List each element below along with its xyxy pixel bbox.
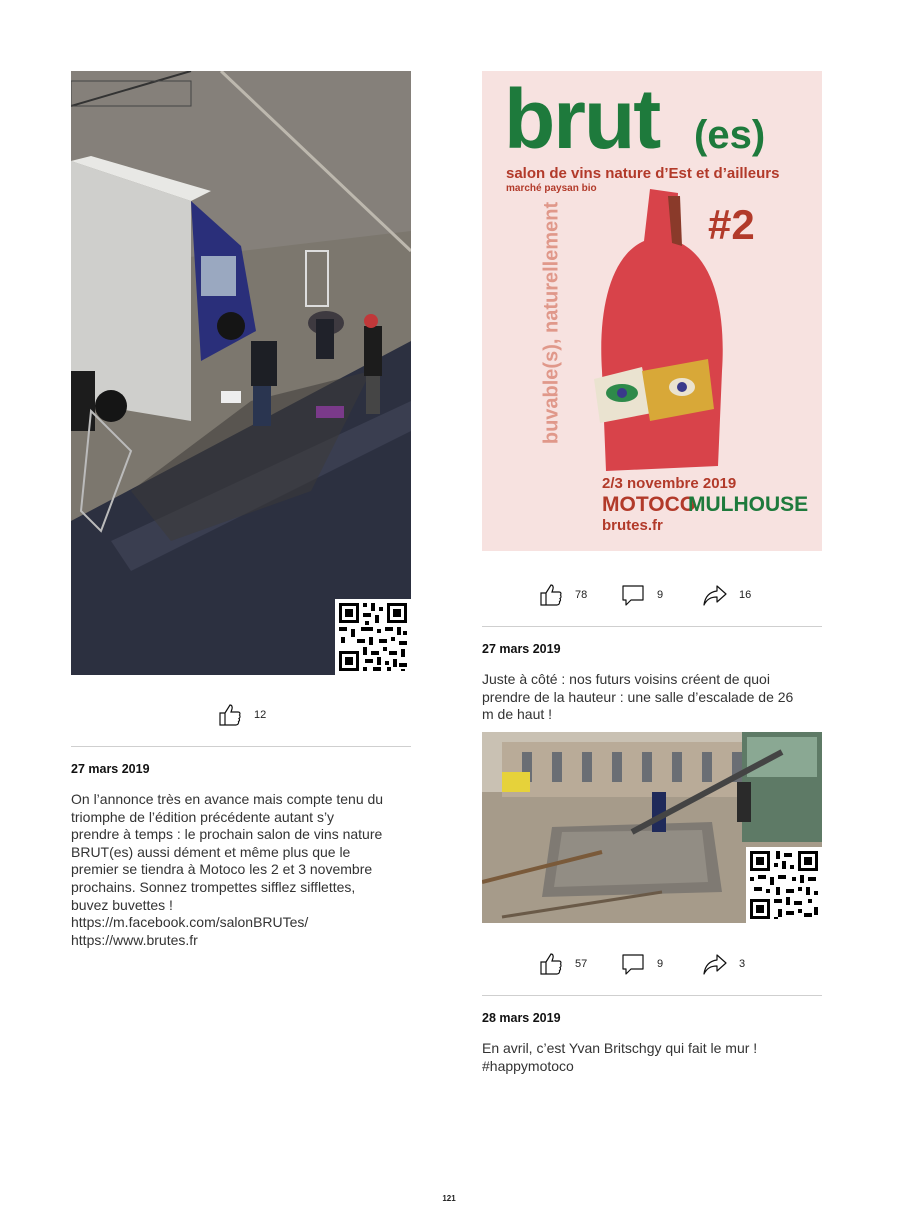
like-count: 78	[575, 589, 588, 601]
like-icon	[539, 583, 563, 607]
post-text-line: Juste à côté : nos futurs voisins créent de quoi	[482, 671, 770, 687]
post-link[interactable]: https://m.facebook.com/salonBRUTes/	[71, 914, 309, 931]
comment-button[interactable]	[621, 583, 663, 607]
qr-code-icon	[746, 847, 822, 923]
comment-icon	[621, 952, 645, 976]
comment-button[interactable]	[621, 952, 663, 976]
poster-brand-suffix: (es)	[694, 113, 766, 157]
poster-venue: MOTOCO	[602, 493, 697, 516]
comment-icon	[621, 583, 645, 607]
like-count: 12	[254, 709, 267, 721]
post-text-line: BRUT(es) aussi dément et même plus que le	[71, 843, 351, 860]
share-button[interactable]	[703, 583, 751, 607]
post-date: 28 mars 2019	[482, 1011, 561, 1025]
post-text	[482, 671, 827, 724]
poster-city: MULHOUSE	[688, 493, 809, 516]
like-button[interactable]	[218, 703, 266, 727]
share-button[interactable]	[703, 952, 745, 976]
reactions-bar	[539, 952, 759, 980]
comment-count: 9	[657, 958, 664, 970]
post-text-line: prendre de la hauteur : une salle d’escalade de 26	[482, 688, 794, 705]
page-number: 121	[442, 1194, 456, 1203]
reactions-bar	[539, 583, 759, 611]
event-poster	[482, 71, 822, 551]
post-hashtag[interactable]: #happymotoco	[482, 1057, 574, 1074]
poster-subtitle: salon de vins nature d’Est et d’ailleurs	[506, 165, 780, 182]
poster-subtitle-2: marché paysan bio	[506, 183, 597, 194]
post-text-line: prochains. Sonnez trompettes sifflez sifflettes,	[71, 878, 356, 895]
post-text-line: premier se tiendra à Motoco les 2 et 3 novembre	[71, 861, 373, 878]
post-text	[482, 1040, 827, 1075]
post-text-line: prendre à temps : le prochain salon de vins nature	[71, 826, 383, 843]
poster-vertical-text: buvable(s), naturellement	[540, 201, 563, 445]
post-date: 27 mars 2019	[482, 642, 561, 656]
share-icon	[703, 952, 727, 976]
poster-url: brutes.fr	[602, 517, 663, 534]
share-count: 16	[739, 589, 752, 601]
post-text-line: m de haut !	[482, 706, 553, 723]
like-icon	[539, 952, 563, 976]
divider	[482, 626, 822, 627]
comment-count: 9	[657, 589, 664, 601]
post-date: 27 mars 2019	[71, 762, 150, 776]
reactions-bar	[218, 703, 338, 731]
post-text	[71, 791, 416, 949]
poster-edition: #2	[708, 201, 755, 248]
poster-brand: brut	[504, 72, 660, 166]
like-button[interactable]	[539, 952, 587, 976]
post-text-line: buvez buvettes !	[71, 896, 173, 913]
post-link[interactable]: https://www.brutes.fr	[71, 931, 198, 948]
post-text-line: En avril, c’est Yvan Britschgy qui fait le mur !	[482, 1040, 758, 1056]
qr-code-icon	[335, 599, 411, 675]
poster-date: 2/3 novembre 2019	[602, 475, 737, 492]
share-icon	[703, 583, 727, 607]
divider	[482, 995, 822, 996]
post-text-line: triomphe de l’édition précédente autant s’y	[71, 808, 335, 825]
like-count: 57	[575, 958, 588, 970]
like-icon	[218, 703, 242, 727]
post-text-line: On l’annonce très en avance mais compte tenu du	[71, 791, 384, 807]
divider	[71, 746, 411, 747]
street-photo	[71, 71, 411, 675]
like-button[interactable]	[539, 583, 587, 607]
share-count: 3	[739, 958, 746, 970]
